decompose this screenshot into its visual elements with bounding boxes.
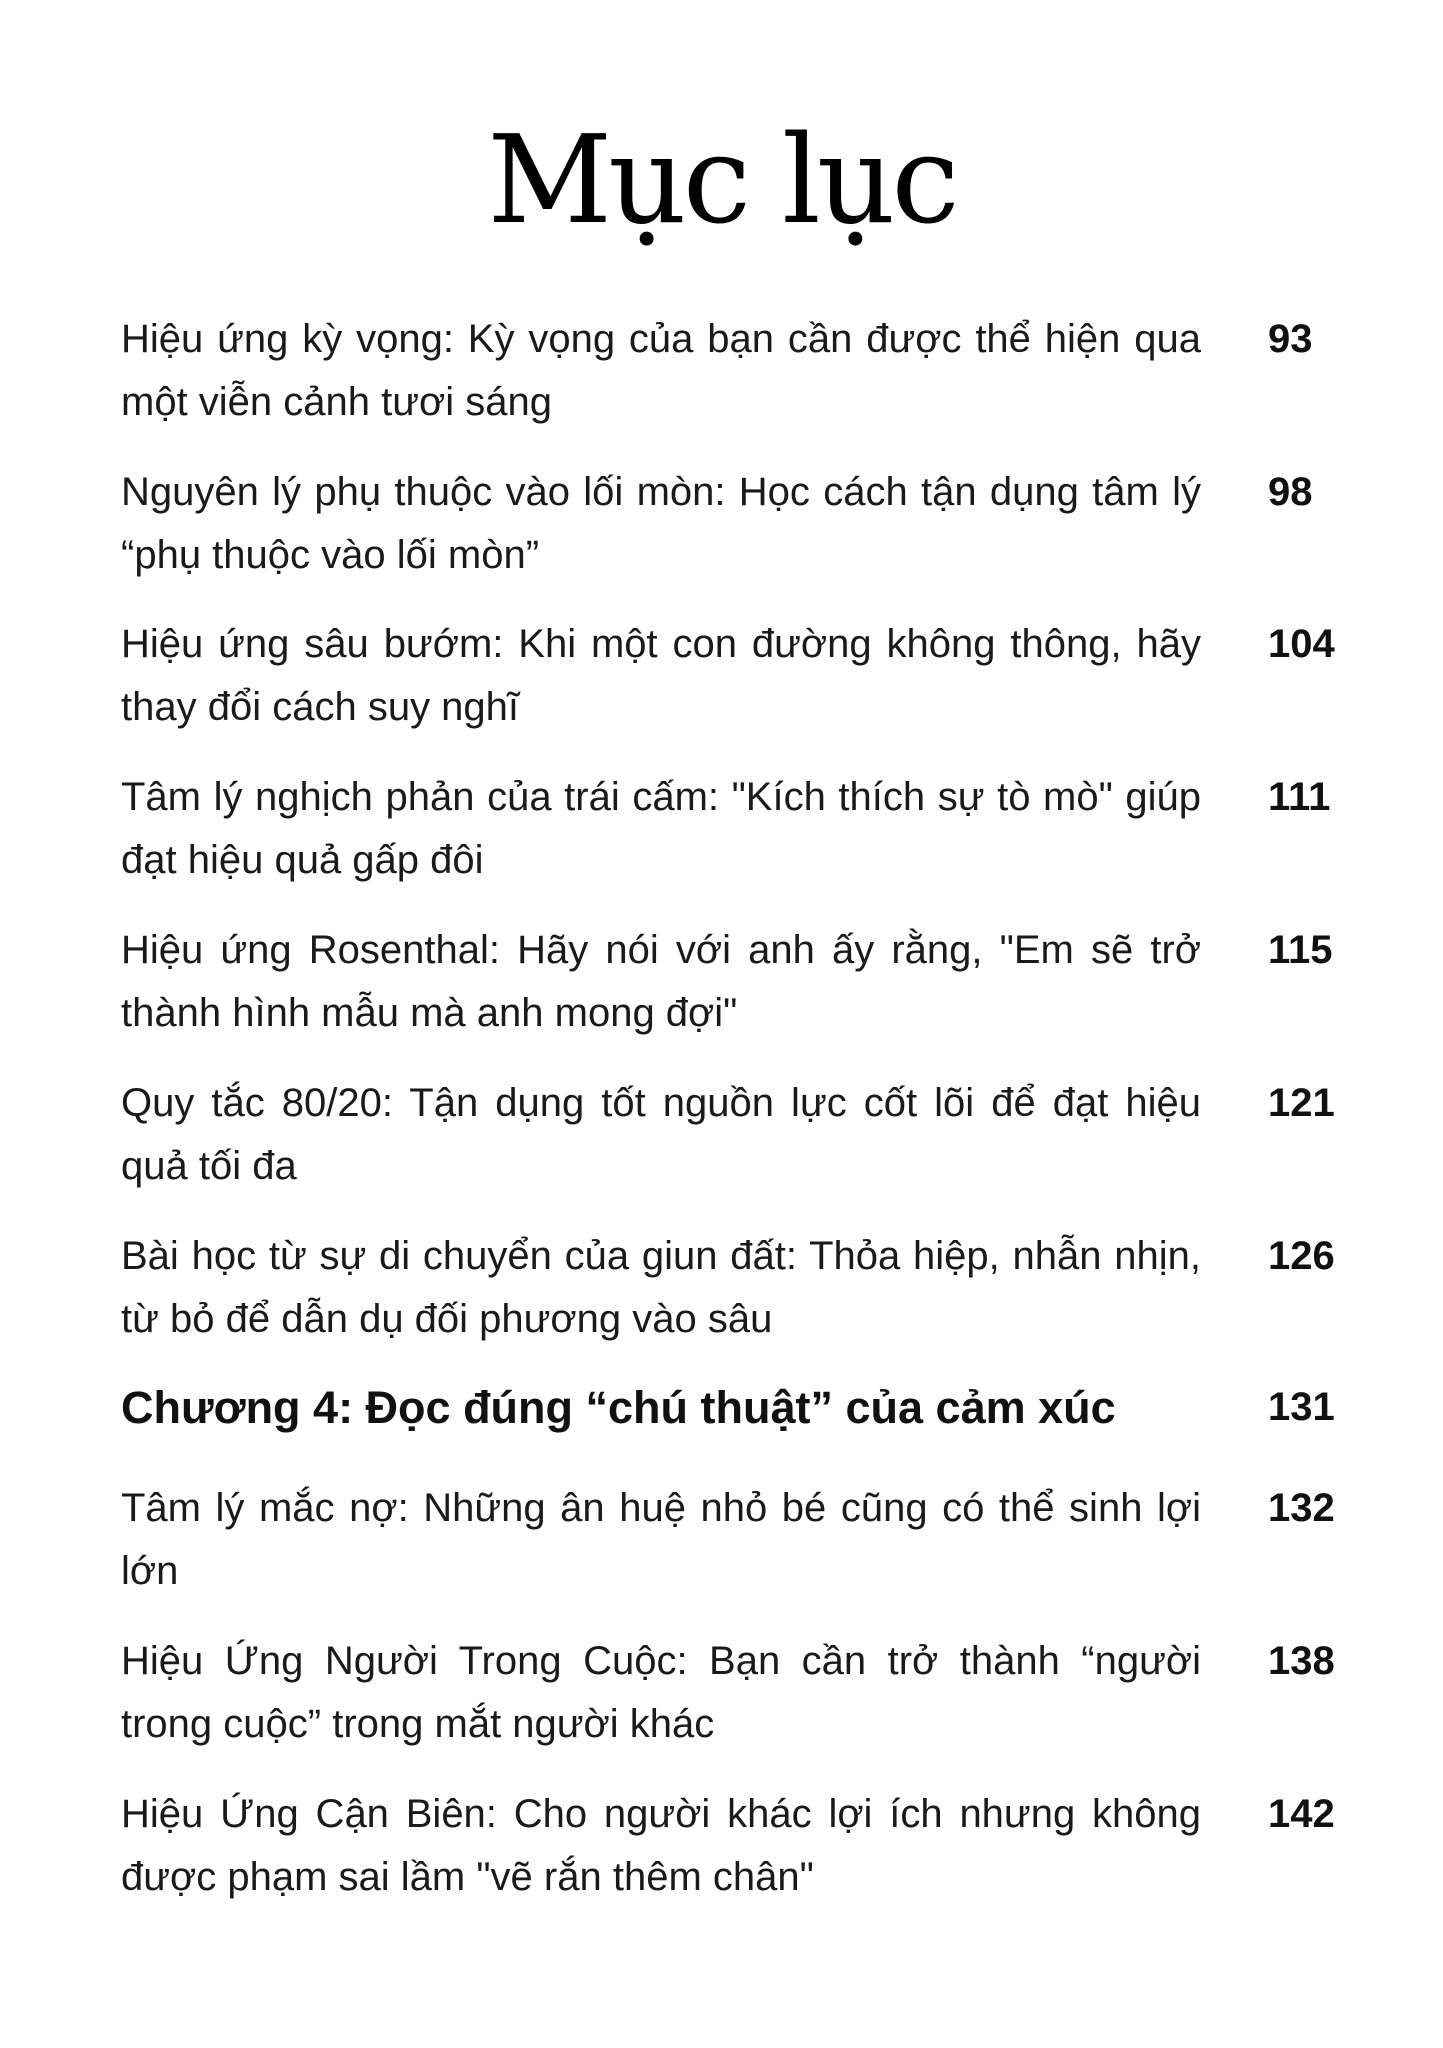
toc-entry-page-number: 138 [1268, 1639, 1335, 1683]
toc-entry-title: Bài học từ sự di chuyển của giun đất: Thỏa hiệp, nhẫn nhịn, từ bỏ để dẫn dụ đối phương vào sâu [121, 1234, 1201, 1341]
toc-entry-page-number: 104 [1268, 622, 1335, 666]
toc-entry-title: Hiệu ứng Rosenthal: Hãy nói với anh ấy rằng, "Em sẽ trở thành hình mẫu mà anh mong đợi" [121, 928, 1201, 1035]
toc-entry-page-number: 111 [1268, 775, 1331, 819]
toc-entry-title: Hiệu ứng kỳ vọng: Kỳ vọng của bạn cần được thể hiện qua một viễn cảnh tươi sáng [121, 317, 1201, 424]
toc-entry-title: Quy tắc 80/20: Tận dụng tốt nguồn lực cốt lõi để đạt hiệu quả tối đa [121, 1081, 1201, 1188]
toc-entry-page-number: 142 [1268, 1792, 1335, 1836]
toc-entry-page-number: 93 [1268, 317, 1313, 361]
toc-entry-page-number: 121 [1268, 1081, 1335, 1125]
toc-entry-title: Hiệu Ứng Người Trong Cuộc: Bạn cần trở thành “người trong cuộc” trong mắt người khác [121, 1639, 1201, 1746]
toc-entry-page-number: 98 [1268, 470, 1313, 514]
toc-entry-title: Hiệu Ứng Cận Biên: Cho người khác lợi ích nhưng không được phạm sai lầm "vẽ rắn thêm chân" [121, 1792, 1201, 1899]
toc-entry-page-number: 132 [1268, 1486, 1335, 1530]
page-title: Mục lục [487, 109, 956, 251]
toc-entry-page-number: 126 [1268, 1234, 1335, 1278]
toc-entry-title: Hiệu ứng sâu bướm: Khi một con đường không thông, hãy thay đổi cách suy nghĩ [121, 622, 1201, 729]
toc-entry-title: Tâm lý nghịch phản của trái cấm: "Kích thích sự tò mò" giúp đạt hiệu quả gấp đôi [121, 775, 1201, 882]
toc-entry-title: Nguyên lý phụ thuộc vào lối mòn: Học cách tận dụng tâm lý “phụ thuộc vào lối mòn” [121, 470, 1201, 577]
toc-entry-page-number: 131 [1268, 1385, 1335, 1429]
toc-chapter-title: Chương 4: Đọc đúng “chú thuật” của cảm xúc [121, 1382, 1116, 1433]
toc-entry-page-number: 115 [1268, 928, 1333, 972]
toc-entry-title: Tâm lý mắc nợ: Những ân huệ nhỏ bé cũng có thể sinh lợi lớn [121, 1486, 1201, 1593]
